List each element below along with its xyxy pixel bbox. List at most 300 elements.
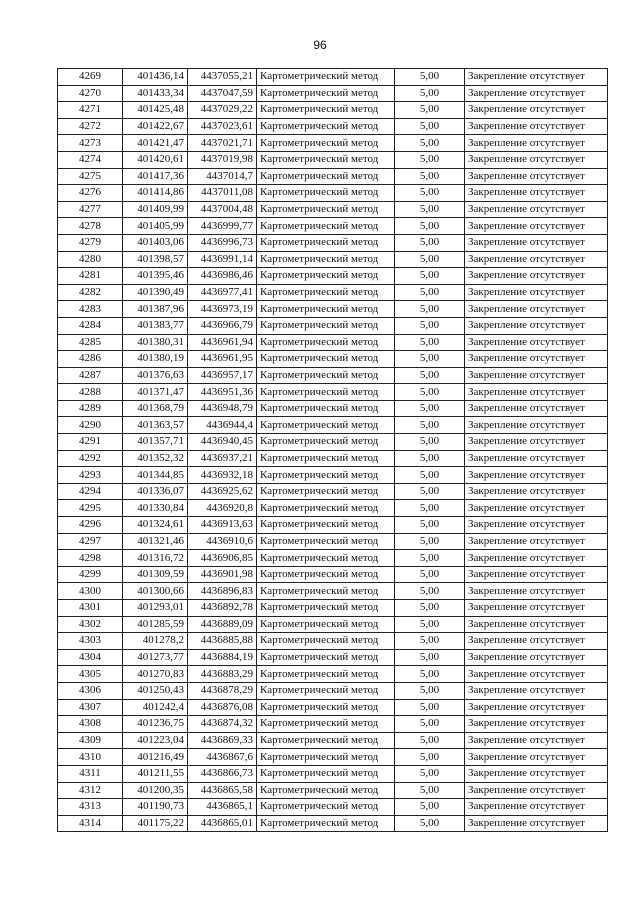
method-cell: Картометрический метод: [257, 782, 395, 799]
fixing-description-cell: Закрепление отсутствует: [465, 633, 608, 650]
point-number-cell: 4286: [58, 351, 123, 368]
point-number-cell: 4301: [58, 600, 123, 617]
y-coordinate-cell: 4436977,41: [188, 284, 257, 301]
fixing-description-cell: Закрепление отсутствует: [465, 765, 608, 782]
table-row: [58, 616, 608, 633]
accuracy-cell: 5,00: [395, 69, 465, 86]
accuracy-cell: 5,00: [395, 351, 465, 368]
accuracy-cell: 5,00: [395, 384, 465, 401]
x-coordinate-cell: 401250,43: [123, 682, 188, 699]
method-cell: Картометрический метод: [257, 317, 395, 334]
point-number-cell: 4314: [58, 815, 123, 832]
x-coordinate-cell: 401380,19: [123, 351, 188, 368]
table-row: [58, 384, 608, 401]
coordinates-table-body: [58, 69, 608, 832]
fixing-description-cell: Закрепление отсутствует: [465, 251, 608, 268]
y-coordinate-cell: 4436940,45: [188, 434, 257, 451]
accuracy-cell: 5,00: [395, 649, 465, 666]
point-number-cell: 4310: [58, 749, 123, 766]
accuracy-cell: 5,00: [395, 716, 465, 733]
method-cell: Картометрический метод: [257, 467, 395, 484]
table-row: [58, 234, 608, 251]
x-coordinate-cell: 401425,48: [123, 102, 188, 119]
table-row: [58, 301, 608, 318]
accuracy-cell: 5,00: [395, 234, 465, 251]
x-coordinate-cell: 401285,59: [123, 616, 188, 633]
y-coordinate-cell: 4437021,71: [188, 135, 257, 152]
method-cell: Картометрический метод: [257, 251, 395, 268]
point-number-cell: 4272: [58, 118, 123, 135]
table-row: [58, 566, 608, 583]
method-cell: Картометрический метод: [257, 268, 395, 285]
y-coordinate-cell: 4436865,1: [188, 799, 257, 816]
method-cell: Картометрический метод: [257, 334, 395, 351]
fixing-description-cell: Закрепление отсутствует: [465, 533, 608, 550]
y-coordinate-cell: 4436865,01: [188, 815, 257, 832]
accuracy-cell: 5,00: [395, 317, 465, 334]
point-number-cell: 4297: [58, 533, 123, 550]
fixing-description-cell: Закрепление отсутствует: [465, 799, 608, 816]
method-cell: Картометрический метод: [257, 301, 395, 318]
point-number-cell: 4299: [58, 566, 123, 583]
fixing-description-cell: Закрепление отсутствует: [465, 69, 608, 86]
point-number-cell: 4283: [58, 301, 123, 318]
fixing-description-cell: Закрепление отсутствует: [465, 500, 608, 517]
fixing-description-cell: Закрепление отсутствует: [465, 185, 608, 202]
accuracy-cell: 5,00: [395, 600, 465, 617]
point-number-cell: 4270: [58, 85, 123, 102]
point-number-cell: 4309: [58, 732, 123, 749]
point-number-cell: 4293: [58, 467, 123, 484]
accuracy-cell: 5,00: [395, 566, 465, 583]
table-row: [58, 633, 608, 650]
x-coordinate-cell: 401405,99: [123, 218, 188, 235]
x-coordinate-cell: 401309,59: [123, 566, 188, 583]
accuracy-cell: 5,00: [395, 135, 465, 152]
table-row: [58, 268, 608, 285]
method-cell: Картометрический метод: [257, 367, 395, 384]
method-cell: Картометрический метод: [257, 765, 395, 782]
y-coordinate-cell: 4436986,46: [188, 268, 257, 285]
x-coordinate-cell: 401330,84: [123, 500, 188, 517]
fixing-description-cell: Закрепление отсутствует: [465, 268, 608, 285]
method-cell: Картометрический метод: [257, 517, 395, 534]
y-coordinate-cell: 4437047,59: [188, 85, 257, 102]
x-coordinate-cell: 401422,67: [123, 118, 188, 135]
point-number-cell: 4303: [58, 633, 123, 650]
fixing-description-cell: Закрепление отсутствует: [465, 550, 608, 567]
fixing-description-cell: Закрепление отсутствует: [465, 434, 608, 451]
accuracy-cell: 5,00: [395, 334, 465, 351]
point-number-cell: 4269: [58, 69, 123, 86]
accuracy-cell: 5,00: [395, 301, 465, 318]
method-cell: Картометрический метод: [257, 716, 395, 733]
method-cell: Картометрический метод: [257, 699, 395, 716]
x-coordinate-cell: 401417,36: [123, 168, 188, 185]
fixing-description-cell: Закрепление отсутствует: [465, 616, 608, 633]
y-coordinate-cell: 4436874,32: [188, 716, 257, 733]
x-coordinate-cell: 401398,57: [123, 251, 188, 268]
x-coordinate-cell: 401236,75: [123, 716, 188, 733]
x-coordinate-cell: 401293,01: [123, 600, 188, 617]
table-row: [58, 85, 608, 102]
method-cell: Картометрический метод: [257, 732, 395, 749]
table-row: [58, 815, 608, 832]
table-row: [58, 782, 608, 799]
method-cell: Картометрический метод: [257, 682, 395, 699]
table-row: [58, 185, 608, 202]
table-row: [58, 218, 608, 235]
point-number-cell: 4300: [58, 583, 123, 600]
point-number-cell: 4296: [58, 517, 123, 534]
fixing-description-cell: Закрепление отсутствует: [465, 367, 608, 384]
x-coordinate-cell: 401414,86: [123, 185, 188, 202]
method-cell: Картометрический метод: [257, 69, 395, 86]
y-coordinate-cell: 4436957,17: [188, 367, 257, 384]
y-coordinate-cell: 4436892,78: [188, 600, 257, 617]
y-coordinate-cell: 4436961,95: [188, 351, 257, 368]
y-coordinate-cell: 4436901,98: [188, 566, 257, 583]
method-cell: Картометрический метод: [257, 483, 395, 500]
method-cell: Картометрический метод: [257, 600, 395, 617]
x-coordinate-cell: 401395,46: [123, 268, 188, 285]
accuracy-cell: 5,00: [395, 417, 465, 434]
x-coordinate-cell: 401420,61: [123, 151, 188, 168]
fixing-description-cell: Закрепление отсутствует: [465, 699, 608, 716]
fixing-description-cell: Закрепление отсутствует: [465, 234, 608, 251]
method-cell: Картометрический метод: [257, 118, 395, 135]
y-coordinate-cell: 4436920,8: [188, 500, 257, 517]
point-number-cell: 4292: [58, 450, 123, 467]
fixing-description-cell: Закрепление отсутствует: [465, 583, 608, 600]
point-number-cell: 4312: [58, 782, 123, 799]
table-row: [58, 118, 608, 135]
y-coordinate-cell: 4436948,79: [188, 400, 257, 417]
fixing-description-cell: Закрепление отсутствует: [465, 284, 608, 301]
x-coordinate-cell: 401300,66: [123, 583, 188, 600]
x-coordinate-cell: 401436,14: [123, 69, 188, 86]
accuracy-cell: 5,00: [395, 251, 465, 268]
accuracy-cell: 5,00: [395, 517, 465, 534]
fixing-description-cell: Закрепление отсутствует: [465, 135, 608, 152]
fixing-description-cell: Закрепление отсутствует: [465, 483, 608, 500]
accuracy-cell: 5,00: [395, 799, 465, 816]
accuracy-cell: 5,00: [395, 151, 465, 168]
x-coordinate-cell: 401376,63: [123, 367, 188, 384]
y-coordinate-cell: 4436896,83: [188, 583, 257, 600]
x-coordinate-cell: 401357,71: [123, 434, 188, 451]
table-row: [58, 583, 608, 600]
fixing-description-cell: Закрепление отсутствует: [465, 732, 608, 749]
point-number-cell: 4274: [58, 151, 123, 168]
method-cell: Картометрический метод: [257, 201, 395, 218]
method-cell: Картометрический метод: [257, 533, 395, 550]
table-row: [58, 799, 608, 816]
x-coordinate-cell: 401242,4: [123, 699, 188, 716]
table-row: [58, 434, 608, 451]
table-row: [58, 151, 608, 168]
fixing-description-cell: Закрепление отсутствует: [465, 682, 608, 699]
y-coordinate-cell: 4436865,58: [188, 782, 257, 799]
table-row: [58, 367, 608, 384]
fixing-description-cell: Закрепление отсутствует: [465, 666, 608, 683]
point-number-cell: 4278: [58, 218, 123, 235]
method-cell: Картометрический метод: [257, 218, 395, 235]
accuracy-cell: 5,00: [395, 765, 465, 782]
fixing-description-cell: Закрепление отсутствует: [465, 334, 608, 351]
accuracy-cell: 5,00: [395, 185, 465, 202]
y-coordinate-cell: 4436944,4: [188, 417, 257, 434]
table-row: [58, 550, 608, 567]
y-coordinate-cell: 4436937,21: [188, 450, 257, 467]
y-coordinate-cell: 4437004,48: [188, 201, 257, 218]
x-coordinate-cell: 401278,2: [123, 633, 188, 650]
y-coordinate-cell: 4437011,08: [188, 185, 257, 202]
x-coordinate-cell: 401216,49: [123, 749, 188, 766]
y-coordinate-cell: 4436889,09: [188, 616, 257, 633]
accuracy-cell: 5,00: [395, 367, 465, 384]
x-coordinate-cell: 401371,47: [123, 384, 188, 401]
accuracy-cell: 5,00: [395, 616, 465, 633]
accuracy-cell: 5,00: [395, 732, 465, 749]
point-number-cell: 4285: [58, 334, 123, 351]
x-coordinate-cell: 401321,46: [123, 533, 188, 550]
method-cell: Картометрический метод: [257, 815, 395, 832]
point-number-cell: 4282: [58, 284, 123, 301]
y-coordinate-cell: 4436878,29: [188, 682, 257, 699]
y-coordinate-cell: 4437019,98: [188, 151, 257, 168]
fixing-description-cell: Закрепление отсутствует: [465, 384, 608, 401]
point-number-cell: 4295: [58, 500, 123, 517]
point-number-cell: 4311: [58, 765, 123, 782]
y-coordinate-cell: 4436883,29: [188, 666, 257, 683]
x-coordinate-cell: 401273,77: [123, 649, 188, 666]
method-cell: Картометрический метод: [257, 102, 395, 119]
x-coordinate-cell: 401324,61: [123, 517, 188, 534]
table-row: [58, 517, 608, 534]
table-row: [58, 317, 608, 334]
accuracy-cell: 5,00: [395, 666, 465, 683]
fixing-description-cell: Закрепление отсутствует: [465, 301, 608, 318]
table-row: [58, 666, 608, 683]
x-coordinate-cell: 401200,35: [123, 782, 188, 799]
method-cell: Картометрический метод: [257, 185, 395, 202]
table-row: [58, 400, 608, 417]
table-row: [58, 102, 608, 119]
method-cell: Картометрический метод: [257, 135, 395, 152]
coordinates-table: [57, 68, 608, 832]
y-coordinate-cell: 4436991,14: [188, 251, 257, 268]
point-number-cell: 4281: [58, 268, 123, 285]
table-row: [58, 351, 608, 368]
accuracy-cell: 5,00: [395, 118, 465, 135]
table-row: [58, 533, 608, 550]
point-number-cell: 4284: [58, 317, 123, 334]
fixing-description-cell: Закрепление отсутствует: [465, 218, 608, 235]
accuracy-cell: 5,00: [395, 434, 465, 451]
y-coordinate-cell: 4436869,33: [188, 732, 257, 749]
point-number-cell: 4313: [58, 799, 123, 816]
y-coordinate-cell: 4437029,22: [188, 102, 257, 119]
method-cell: Картометрический метод: [257, 234, 395, 251]
fixing-description-cell: Закрепление отсутствует: [465, 815, 608, 832]
table-row: [58, 483, 608, 500]
table-row: [58, 699, 608, 716]
point-number-cell: 4294: [58, 483, 123, 500]
point-number-cell: 4289: [58, 400, 123, 417]
accuracy-cell: 5,00: [395, 483, 465, 500]
table-row: [58, 201, 608, 218]
accuracy-cell: 5,00: [395, 284, 465, 301]
point-number-cell: 4305: [58, 666, 123, 683]
fixing-description-cell: Закрепление отсутствует: [465, 467, 608, 484]
table-row: [58, 334, 608, 351]
x-coordinate-cell: 401409,99: [123, 201, 188, 218]
accuracy-cell: 5,00: [395, 749, 465, 766]
fixing-description-cell: Закрепление отсутствует: [465, 749, 608, 766]
fixing-description-cell: Закрепление отсутствует: [465, 649, 608, 666]
table-row: [58, 69, 608, 86]
point-number-cell: 4280: [58, 251, 123, 268]
method-cell: Картометрический метод: [257, 649, 395, 666]
method-cell: Картометрический метод: [257, 633, 395, 650]
point-number-cell: 4275: [58, 168, 123, 185]
accuracy-cell: 5,00: [395, 201, 465, 218]
method-cell: Картометрический метод: [257, 384, 395, 401]
point-number-cell: 4273: [58, 135, 123, 152]
x-coordinate-cell: 401433,34: [123, 85, 188, 102]
accuracy-cell: 5,00: [395, 168, 465, 185]
x-coordinate-cell: 401190,73: [123, 799, 188, 816]
table-row: [58, 168, 608, 185]
accuracy-cell: 5,00: [395, 583, 465, 600]
method-cell: Картометрический метод: [257, 351, 395, 368]
method-cell: Картометрический метод: [257, 550, 395, 567]
point-number-cell: 4307: [58, 699, 123, 716]
point-number-cell: 4302: [58, 616, 123, 633]
x-coordinate-cell: 401403,06: [123, 234, 188, 251]
point-number-cell: 4276: [58, 185, 123, 202]
fixing-description-cell: Закрепление отсутствует: [465, 450, 608, 467]
fixing-description-cell: Закрепление отсутствует: [465, 151, 608, 168]
x-coordinate-cell: 401421,47: [123, 135, 188, 152]
table-row: [58, 500, 608, 517]
y-coordinate-cell: 4436876,08: [188, 699, 257, 716]
accuracy-cell: 5,00: [395, 550, 465, 567]
page-number: 96: [313, 38, 327, 52]
fixing-description-cell: Закрепление отсутствует: [465, 351, 608, 368]
y-coordinate-cell: 4436885,88: [188, 633, 257, 650]
x-coordinate-cell: 401211,55: [123, 765, 188, 782]
fixing-description-cell: Закрепление отсутствует: [465, 102, 608, 119]
x-coordinate-cell: 401344,85: [123, 467, 188, 484]
y-coordinate-cell: 4436973,19: [188, 301, 257, 318]
fixing-description-cell: Закрепление отсутствует: [465, 118, 608, 135]
table-row: [58, 732, 608, 749]
accuracy-cell: 5,00: [395, 467, 465, 484]
accuracy-cell: 5,00: [395, 102, 465, 119]
point-number-cell: 4271: [58, 102, 123, 119]
x-coordinate-cell: 401383,77: [123, 317, 188, 334]
x-coordinate-cell: 401368,79: [123, 400, 188, 417]
x-coordinate-cell: 401352,32: [123, 450, 188, 467]
y-coordinate-cell: 4436932,18: [188, 467, 257, 484]
accuracy-cell: 5,00: [395, 500, 465, 517]
method-cell: Картометрический метод: [257, 583, 395, 600]
table-row: [58, 467, 608, 484]
fixing-description-cell: Закрепление отсутствует: [465, 400, 608, 417]
accuracy-cell: 5,00: [395, 815, 465, 832]
accuracy-cell: 5,00: [395, 633, 465, 650]
method-cell: Картометрический метод: [257, 799, 395, 816]
table-row: [58, 682, 608, 699]
fixing-description-cell: Закрепление отсутствует: [465, 201, 608, 218]
fixing-description-cell: Закрепление отсутствует: [465, 417, 608, 434]
point-number-cell: 4306: [58, 682, 123, 699]
table-row: [58, 749, 608, 766]
y-coordinate-cell: 4436961,94: [188, 334, 257, 351]
x-coordinate-cell: 401336,07: [123, 483, 188, 500]
method-cell: Картометрический метод: [257, 85, 395, 102]
x-coordinate-cell: 401363,57: [123, 417, 188, 434]
y-coordinate-cell: 4437023,61: [188, 118, 257, 135]
point-number-cell: 4308: [58, 716, 123, 733]
table-row: [58, 600, 608, 617]
accuracy-cell: 5,00: [395, 699, 465, 716]
accuracy-cell: 5,00: [395, 450, 465, 467]
y-coordinate-cell: 4436996,73: [188, 234, 257, 251]
accuracy-cell: 5,00: [395, 400, 465, 417]
x-coordinate-cell: 401380,31: [123, 334, 188, 351]
accuracy-cell: 5,00: [395, 85, 465, 102]
y-coordinate-cell: 4437014,7: [188, 168, 257, 185]
y-coordinate-cell: 4436999,77: [188, 218, 257, 235]
method-cell: Картометрический метод: [257, 434, 395, 451]
point-number-cell: 4298: [58, 550, 123, 567]
y-coordinate-cell: 4437055,21: [188, 69, 257, 86]
table-row: [58, 716, 608, 733]
y-coordinate-cell: 4436951,36: [188, 384, 257, 401]
method-cell: Картометрический метод: [257, 666, 395, 683]
table-row: [58, 135, 608, 152]
point-number-cell: 4304: [58, 649, 123, 666]
point-number-cell: 4287: [58, 367, 123, 384]
fixing-description-cell: Закрепление отсутствует: [465, 716, 608, 733]
fixing-description-cell: Закрепление отсутствует: [465, 566, 608, 583]
fixing-description-cell: Закрепление отсутствует: [465, 782, 608, 799]
x-coordinate-cell: 401175,22: [123, 815, 188, 832]
y-coordinate-cell: 4436913,63: [188, 517, 257, 534]
method-cell: Картометрический метод: [257, 168, 395, 185]
point-number-cell: 4279: [58, 234, 123, 251]
point-number-cell: 4277: [58, 201, 123, 218]
method-cell: Картометрический метод: [257, 417, 395, 434]
method-cell: Картометрический метод: [257, 749, 395, 766]
table-row: [58, 649, 608, 666]
method-cell: Картометрический метод: [257, 450, 395, 467]
x-coordinate-cell: 401316,72: [123, 550, 188, 567]
y-coordinate-cell: 4436884,19: [188, 649, 257, 666]
y-coordinate-cell: 4436867,6: [188, 749, 257, 766]
y-coordinate-cell: 4436925,62: [188, 483, 257, 500]
y-coordinate-cell: 4436866,73: [188, 765, 257, 782]
method-cell: Картометрический метод: [257, 284, 395, 301]
accuracy-cell: 5,00: [395, 682, 465, 699]
accuracy-cell: 5,00: [395, 268, 465, 285]
fixing-description-cell: Закрепление отсутствует: [465, 600, 608, 617]
fixing-description-cell: Закрепление отсутствует: [465, 168, 608, 185]
method-cell: Картометрический метод: [257, 566, 395, 583]
